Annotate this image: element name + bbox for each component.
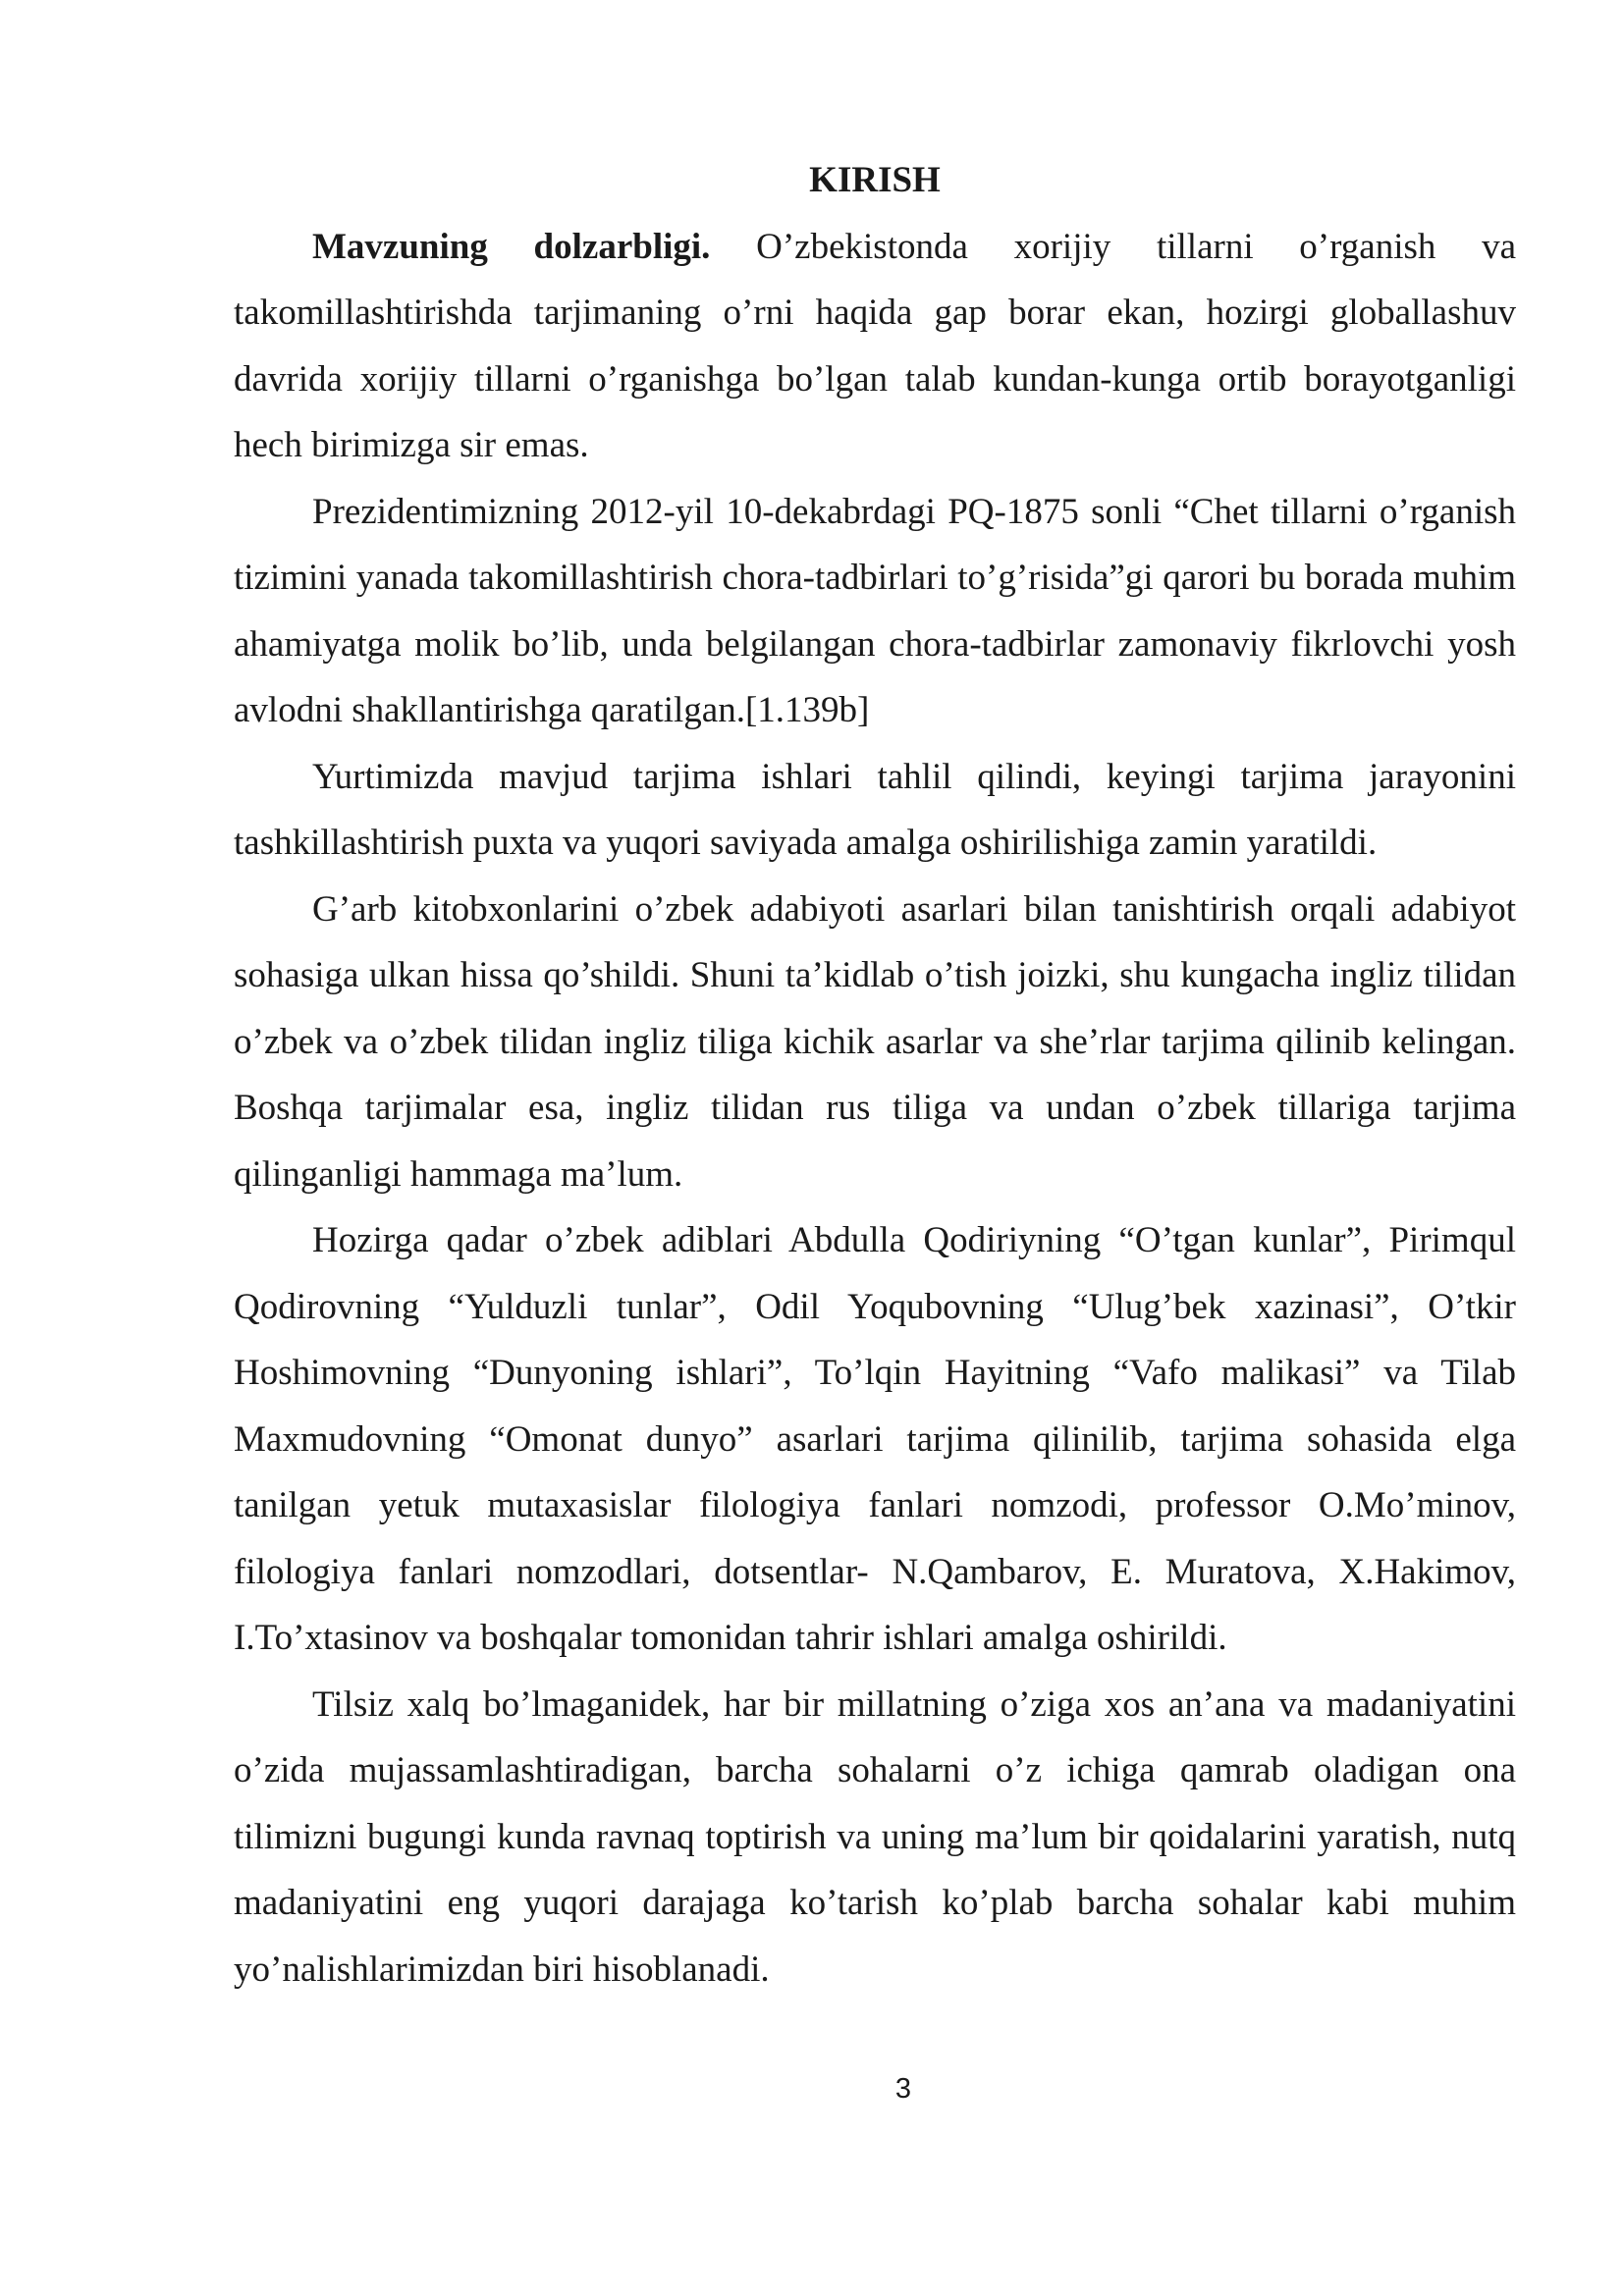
paragraph-decree: Prezidentimizning 2012-yil 10-dekabrdagi PQ-1875 sonli “Chet tillarni o’rganish tizimini yanada takomillashtirish chora-tadbirlari to’g’risida”gi qarori bu borada muhim ahamiyatga molik bo’lib, unda belgilangan chora-tadbirlar zamonaviy fikrlovchi yosh avlodni shakllantirishga qaratilgan.[1.139b] — [234, 491, 1516, 730]
paragraph-text: O’zbekistonda xorijiy tillarni o’rganish va takomillashtirishda tarjimaning o’rni haqida gap borar ekan, hozirgi globallashuv davrida xorijiy tillarni o’rganishga bo’lgan talab kundan-kunga ortib borayotganligi hech birimizga sir emas. — [234, 226, 1516, 465]
paragraph-lead: Mavzuning dolzarbligi. — [312, 226, 711, 267]
paragraph-translation-analysis: Yurtimizda mavjud tarjima ishlari tahlil qilindi, keyingi tarjima jarayonini tashkillashtirish puxta va yuqori saviyada amalga oshirilishiga zamin yaratildi. — [234, 756, 1516, 863]
paragraph-relevance — [234, 214, 1516, 479]
page-number: 3 — [894, 2073, 912, 2105]
paragraph-native-language: Tilsiz xalq bo’lmaganidek, har bir millatning o’ziga xos an’ana va madaniyatini o’zida mujassamlashtiradigan, barcha sohalarni o’z ichiga qamrab oladigan ona tilimizni bugungi kunda ravnaq toptirish va uning ma’lum bir qoidalarini yaratish, nutq madaniyatini eng yuqori darajaga ko’tarish ko’plab barcha sohalar kabi muhim yo’nalishlarimizdan biri hisoblanadi. — [234, 1683, 1516, 1990]
paragraph-uzbek-writers: Hozirga qadar o’zbek adiblari Abdulla Qodiriyning “O’tgan kunlar”, Pirimqul Qodirovning “Yulduzli tunlar”, Odil Yoqubovning “Ulug’bek xazinasi”, O’tkir Hoshimovning “Dunyoning ishlari”, To’lqin Hayitning “Vafo malikasi” va Tilab Maxmudovning “Omonat dunyo” asarlari tarjima qilinilib, tarjima sohasida elga tanilgan yetuk mutaxasislar filologiya fanlari nomzodi, professor O.Mo’minov, filologiya fanlari nomzodlari, dotsentlar- N.Qambarov, E. Muratova, X.Hakimov, I.To’xtasinov va boshqalar tomonidan tahrir ishlari amalga oshirildi. — [234, 1220, 1516, 1658]
document-page — [234, 147, 1516, 2002]
section-heading: KIRISH — [809, 160, 941, 200]
paragraph-western-readers: G’arb kitobxonlarini o’zbek adabiyoti asarlari bilan tanishtirish orqali adabiyot sohasiga ulkan hissa qo’shildi. Shuni ta’kidlab o’tish joizki, shu kungacha ingliz tilidan o’zbek va o’zbek tilidan ingliz tiliga kichik asarlar va she’rlar tarjima qilinib kelingan. Boshqa tarjimalar esa, ingliz tilidan rus tiliga va undan o’zbek tillariga tarjima qilinganligi hammaga ma’lum. — [234, 888, 1516, 1195]
